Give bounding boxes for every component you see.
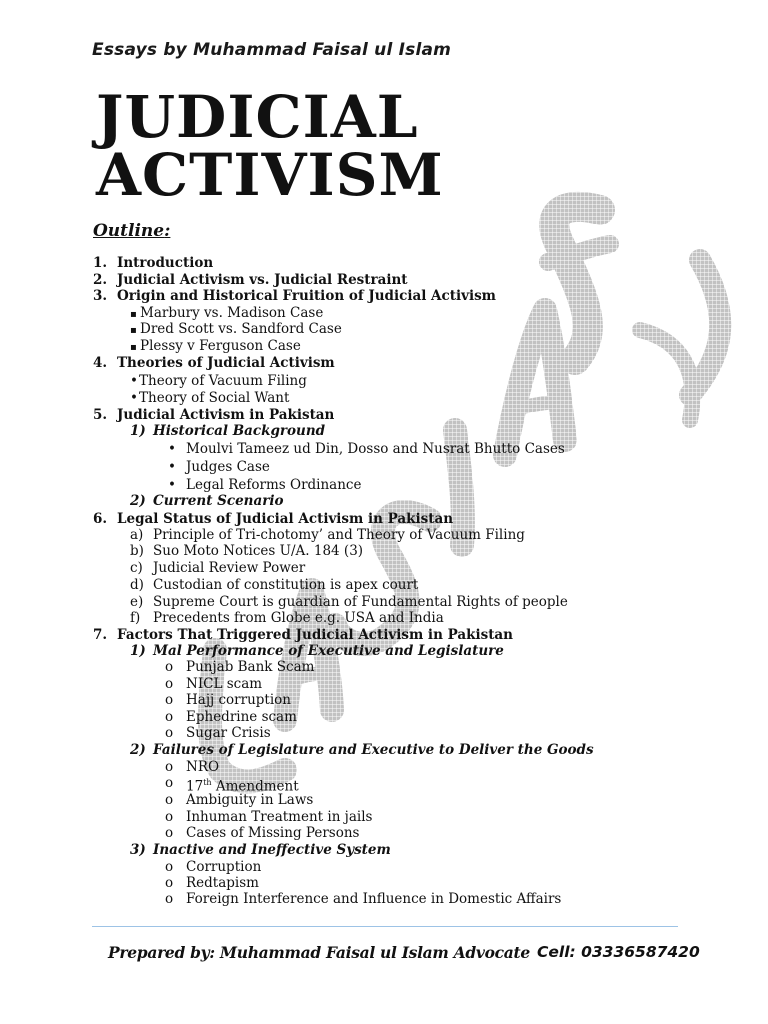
sub-item xyxy=(165,676,263,692)
outline-item-4 xyxy=(93,355,335,371)
sub-item xyxy=(130,338,301,356)
outline-colon: : xyxy=(164,221,171,241)
sub-item-text: Theory of Vacuum Filing xyxy=(139,373,307,389)
sub-item xyxy=(130,527,525,543)
circle-bullet-icon: o xyxy=(165,809,174,825)
circle-bullet-icon: o xyxy=(165,825,174,841)
sub-item-text: Suo Moto Notices U/A. 184 (3) xyxy=(153,543,364,559)
outline-item-5 xyxy=(93,407,335,423)
subsection-text: Failures of Legislature and Executive to Deliver the Goods xyxy=(153,742,594,758)
sub-item xyxy=(165,875,259,891)
sub-item xyxy=(130,373,307,389)
subsection-heading xyxy=(130,842,391,858)
circle-bullet-icon: o xyxy=(165,676,174,692)
item-number: 2. xyxy=(93,272,108,288)
sub-item xyxy=(165,891,562,907)
outline-label: Outline xyxy=(93,221,165,241)
sub-item xyxy=(130,560,306,576)
item-text: Legal Status of Judicial Activism in Pakistan xyxy=(117,511,454,527)
circle-bullet-icon: o xyxy=(165,891,174,907)
circle-bullet-icon: o xyxy=(165,775,174,791)
sub-item-text: Cases of Missing Persons xyxy=(186,825,360,841)
letter-marker: d) xyxy=(130,577,144,593)
circle-bullet-icon: o xyxy=(165,692,174,708)
sub-item xyxy=(168,441,565,457)
sub-item xyxy=(165,759,220,775)
sub-item-text: Custodian of constitution is apex court xyxy=(153,577,419,593)
author-header: Essays by Muhammad Faisal ul Islam xyxy=(92,40,452,60)
sub-item-text: Dred Scott vs. Sandford Case xyxy=(140,321,342,337)
sub-item xyxy=(168,477,362,493)
sub-item-text: Judicial Review Power xyxy=(153,560,306,576)
sub-item-text: Foreign Interference and Influence in Domestic Affairs xyxy=(186,891,562,907)
bullet-icon: • xyxy=(130,390,138,406)
outline-item-1 xyxy=(93,255,214,271)
sub-item-text: NRO xyxy=(186,759,220,775)
subsection-text: Historical Background xyxy=(153,423,326,439)
sub-item-text: Redtapism xyxy=(186,875,259,891)
subsection-heading xyxy=(130,742,594,758)
sub-item-text: Plessy v Ferguson Case xyxy=(140,338,301,354)
sub-item-text: Principle of Tri-chotomy’ and Theory of Vacuum Filing xyxy=(153,527,525,543)
sub-item xyxy=(130,390,290,406)
subsection-text: Mal Performance of Executive and Legislature xyxy=(153,643,504,659)
sub-item-text: Legal Reforms Ordinance xyxy=(186,477,362,493)
cell-number: Cell: 03336587420 xyxy=(537,943,700,961)
square-bullet-icon: ▪ xyxy=(130,309,137,320)
outline-item-7 xyxy=(93,627,513,643)
letter-marker: a) xyxy=(130,527,144,543)
outline-heading xyxy=(93,221,170,241)
subsection-text: Current Scenario xyxy=(153,493,284,509)
amendment-label: Amendment xyxy=(211,778,299,795)
subsection-number: 1) xyxy=(130,423,146,439)
sub-item xyxy=(130,594,568,610)
sub-item-text: NICL scam xyxy=(186,676,263,692)
sub-item-text: Supreme Court is guardian of Fundamental Rights of people xyxy=(153,594,568,610)
outline-item-2 xyxy=(93,272,408,288)
sub-item-text: Inhuman Treatment in jails xyxy=(186,809,373,825)
outline-item-3 xyxy=(93,288,496,304)
letter-marker: f) xyxy=(130,610,141,626)
sub-item-text: Theory of Social Want xyxy=(139,390,290,406)
item-text: Theories of Judicial Activism xyxy=(117,355,335,371)
amendment-number: 17 xyxy=(186,778,204,795)
item-number: 1. xyxy=(93,255,108,271)
item-text: Origin and Historical Fruition of Judicial Activism xyxy=(117,288,496,304)
sub-item xyxy=(165,709,297,725)
prepared-by: Prepared by: Muhammad Faisal ul Islam Advocate xyxy=(108,943,530,962)
circle-bullet-icon: o xyxy=(165,659,174,675)
circle-bullet-icon: o xyxy=(165,725,174,741)
bullet-icon: • xyxy=(168,477,176,493)
sub-item xyxy=(165,859,262,875)
subsection-heading xyxy=(130,423,326,439)
sub-item xyxy=(168,459,270,475)
subsection-number: 2) xyxy=(130,493,146,509)
item-text: Judicial Activism in Pakistan xyxy=(117,407,335,423)
item-number: 7. xyxy=(93,627,108,643)
sub-item-text: Punjab Bank Scam xyxy=(186,659,315,675)
letter-marker: c) xyxy=(130,560,143,576)
subsection-heading xyxy=(130,493,284,509)
item-number: 5. xyxy=(93,407,108,423)
subsection-text: Inactive and Ineffective System xyxy=(153,842,391,858)
item-text: Factors That Triggered Judicial Activism in Pakistan xyxy=(117,627,513,643)
sub-item-text: Sugar Crisis xyxy=(186,725,271,741)
item-text: Judicial Activism vs. Judicial Restraint xyxy=(117,272,408,288)
sub-item-text: Judges Case xyxy=(186,459,270,475)
square-bullet-icon: ▪ xyxy=(130,325,137,336)
sub-item xyxy=(130,577,419,593)
circle-bullet-icon: o xyxy=(165,859,174,875)
document-title: JUDICIAL ACTIVISM xyxy=(96,83,444,209)
circle-bullet-icon: o xyxy=(165,759,174,775)
sub-item-text: Marbury vs. Madison Case xyxy=(140,305,324,321)
sub-item xyxy=(165,659,315,675)
letter-marker: e) xyxy=(130,594,144,610)
sub-item xyxy=(165,775,299,795)
footer-divider xyxy=(92,926,678,927)
bullet-icon: • xyxy=(130,373,138,389)
sub-item-text: Corruption xyxy=(186,859,262,875)
item-number: 3. xyxy=(93,288,108,304)
circle-bullet-icon: o xyxy=(165,709,174,725)
sub-item-text: Ephedrine scam xyxy=(186,709,297,725)
item-number: 6. xyxy=(93,511,108,527)
sub-item xyxy=(165,692,291,708)
sub-item xyxy=(130,543,364,559)
item-number: 4. xyxy=(93,355,108,371)
sub-item xyxy=(165,809,373,825)
outline-item-6 xyxy=(93,511,454,527)
subsection-number: 3) xyxy=(130,842,146,858)
ordinal-suffix: th xyxy=(203,778,212,787)
sub-item xyxy=(165,825,360,841)
circle-bullet-icon: o xyxy=(165,875,174,891)
letter-marker: b) xyxy=(130,543,144,559)
sub-item-text: Hajj corruption xyxy=(186,692,291,708)
sub-item xyxy=(165,792,314,808)
item-text: Introduction xyxy=(117,255,214,271)
sub-item xyxy=(130,321,342,339)
subsection-heading xyxy=(130,643,504,659)
square-bullet-icon: ▪ xyxy=(130,342,137,353)
sub-item-text: Moulvi Tameez ud Din, Dosso and Nusrat Bhutto Cases xyxy=(186,441,565,457)
sub-item xyxy=(130,610,444,626)
bullet-icon: • xyxy=(168,441,176,457)
sub-item-text: Precedents from Globe e.g. USA and India xyxy=(153,610,444,626)
subsection-number: 2) xyxy=(130,742,146,758)
subsection-number: 1) xyxy=(130,643,146,659)
sub-item-text: Ambiguity in Laws xyxy=(186,792,314,808)
circle-bullet-icon: o xyxy=(165,792,174,808)
bullet-icon: • xyxy=(168,459,176,475)
sub-item xyxy=(165,725,271,741)
